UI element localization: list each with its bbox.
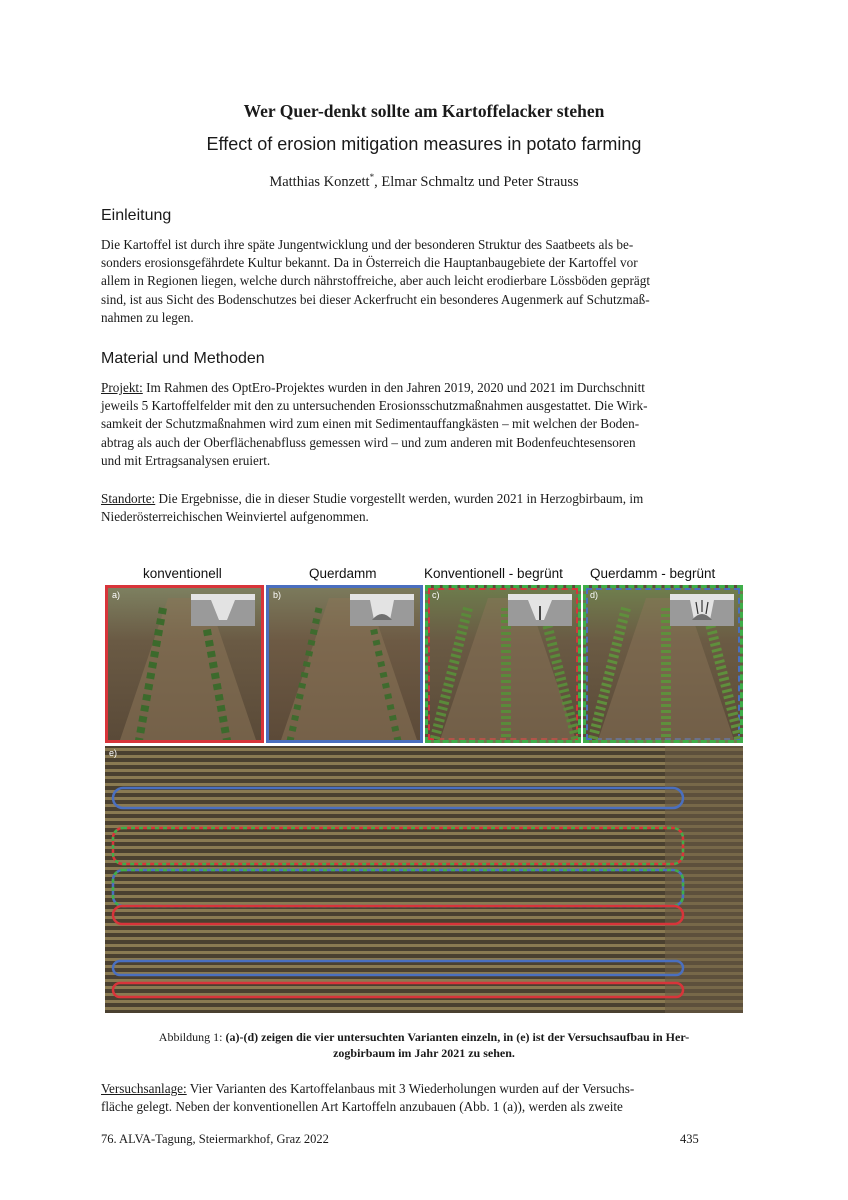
photo-panel-a <box>105 585 264 743</box>
intro-paragraph <box>101 236 747 327</box>
aerial-photo-panel <box>105 746 743 1013</box>
caption-prefix: Abbildung 1: <box>158 1030 226 1044</box>
panel-letter-e: e) <box>109 748 118 758</box>
figure-label-querdamm: Querdamm <box>309 566 377 581</box>
cross-section-inset-b <box>350 594 414 626</box>
photo-panel-b <box>266 585 423 743</box>
photo-panel-c <box>425 585 581 743</box>
paper-subtitle: Effect of erosion mitigation measures in potato farming <box>206 134 642 154</box>
paper-title: Wer Quer-denkt sollte am Kartoffelacker stehen <box>243 101 605 121</box>
versuchsanlage-paragraph <box>101 1080 747 1116</box>
section-heading-methoden: Material und Methoden <box>101 350 265 367</box>
projekt-line: samkeit der Schutzmaßnahmen wird zum einen mit Sedimentauffangkästen – mit welchen der Boden- <box>101 416 640 432</box>
figure-caption <box>101 1029 747 1061</box>
photo-panel-d <box>583 585 743 743</box>
intro-line: sonders erosionsgefährdete Kultur bekannt. Da in Österreich die Hauptanbaugebiete der Kartoffel vor <box>101 255 638 271</box>
cross-section-inset-d <box>670 594 734 626</box>
standorte-line: Niederösterreichischen Weinviertel aufgenommen. <box>101 509 369 525</box>
standorte-paragraph <box>101 490 747 526</box>
projekt-line: und mit Ertragsanalysen eruiert. <box>101 452 271 468</box>
page-number: 435 <box>680 1132 699 1146</box>
intro-line: nahmen zu legen. <box>101 309 194 325</box>
author-line <box>0 172 848 191</box>
projekt-line: jeweils 5 Kartoffelfelder mit den zu untersuchenden Erosionsschutzmaßnahmen ausgestattet. Die Wirk- <box>101 398 648 414</box>
versuch-label: Versuchsanlage: <box>101 1081 187 1096</box>
figure-label-querdamm-begruent: Querdamm - begrünt <box>590 566 716 581</box>
panel-letter-c: c) <box>432 590 440 600</box>
intro-line: sind, ist aus Sicht des Bodenschutzes bei dieser Ackerfrucht ein besonderes Augenmerk auf Schutzmaß- <box>101 291 650 307</box>
versuch-line: fläche gelegt. Neben der konventionellen Art Kartoffeln anzubauen (Abb. 1 (a)), werden als zweite <box>101 1099 623 1115</box>
standorte-line: Standorte: Die Ergebnisse, die in dieser Studie vorgestellt werden, wurden 2021 in Herzogbirbaum, im <box>101 491 644 506</box>
projekt-line: abtrag als auch der Oberflächenabfluss gemessen wird – und zum anderen mit Bodenfeuchtesensoren <box>101 434 636 450</box>
author-rest: , Elmar Schmaltz und Peter Strauss <box>374 173 579 190</box>
versuch-line: Versuchsanlage: Vier Varianten des Kartoffelanbaus mit 3 Wiederholungen wurden auf der Versuchs- <box>101 1081 635 1096</box>
caption-line-2: zogbirbaum im Jahr 2021 zu sehen. <box>333 1046 515 1060</box>
section-heading-einleitung: Einleitung <box>101 207 172 224</box>
cross-section-inset-a <box>191 594 255 626</box>
caption-bold-text: (a)-(d) zeigen die vier untersuchten Varianten einzeln, in (e) ist der Versuchsaufbau in Her- <box>225 1030 690 1044</box>
cross-section-inset-c <box>508 594 572 626</box>
aerial-field-rows <box>105 746 743 1013</box>
caption-line-1 <box>101 1029 747 1045</box>
projekt-label: Projekt: <box>101 380 143 395</box>
projekt-line: Projekt: Im Rahmen des OptEro-Projektes wurden in den Jahren 2019, 2020 und 2021 im Durchschnitt <box>101 380 645 395</box>
figure-label-konventionell: konventionell <box>143 566 222 581</box>
author-first: Matthias Konzett <box>269 173 370 190</box>
intro-line: Die Kartoffel ist durch ihre späte Jungentwicklung und der besonderen Struktur des Saatbeets als be- <box>101 237 634 252</box>
intro-line: allem in Regionen liegen, welche durch nährstoffreiche, aber auch leicht erodierbare Lössböden geprägt <box>101 273 651 289</box>
figure-label-konventionell-begruent: Konventionell - begrünt <box>424 566 563 581</box>
standorte-label: Standorte: <box>101 491 156 506</box>
panel-letter-a: a) <box>112 590 121 600</box>
panel-letter-d: d) <box>590 590 599 600</box>
panel-letter-b: b) <box>273 590 282 600</box>
corresponding-author-marker: * <box>369 172 375 182</box>
footer-conference: 76. ALVA-Tagung, Steiermarkhof, Graz 2022 <box>101 1132 329 1146</box>
projekt-paragraph <box>101 379 747 470</box>
